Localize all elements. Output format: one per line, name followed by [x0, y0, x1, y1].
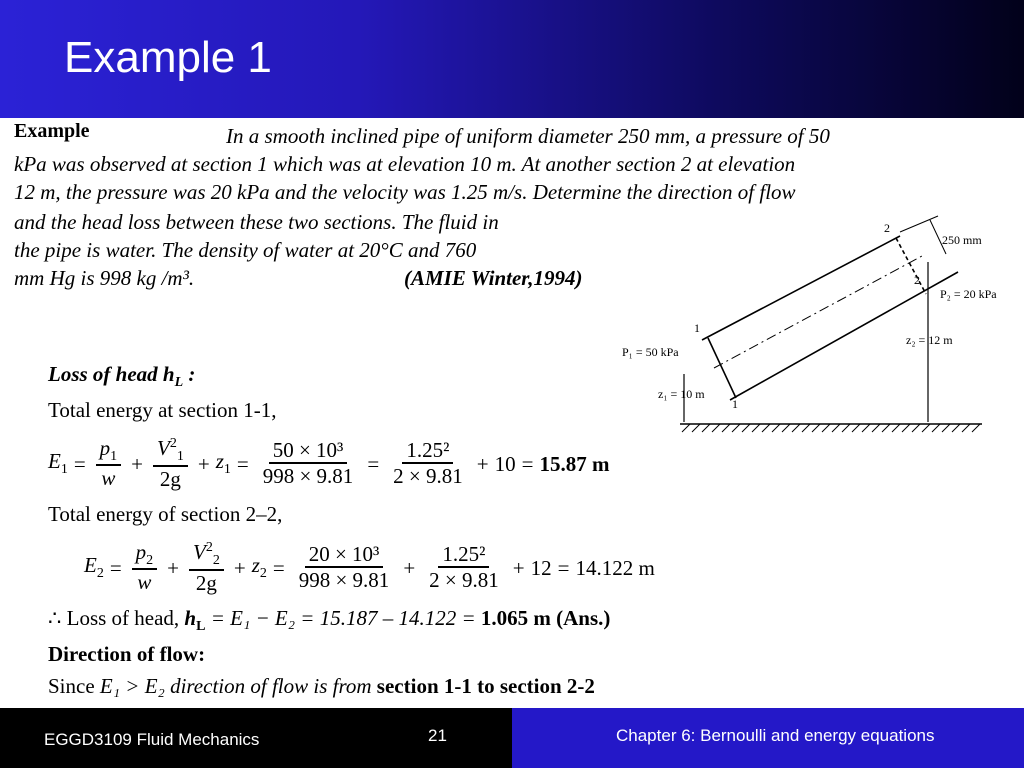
diagram-label-z1: z₁ = 10 m — [658, 387, 705, 401]
problem-line-2: kPa was observed at section 1 which was at elevation 10 m. At another section 2 at elevation — [14, 152, 796, 176]
diagram-label-1-bot: 1 — [732, 397, 738, 411]
diagram-label-p1: P₁ = 50 kPa — [622, 345, 679, 359]
direction-line: Since E₁ > E₂ direction of flow is from section 1-1 to section 2-2 — [48, 674, 595, 698]
diagram-label-2-mid: 2 — [914, 273, 920, 287]
problem-line-6: mm Hg is 998 kg /m³. — [14, 266, 195, 290]
loss-of-head-line: ∴ Loss of head, $h_L = E_1 - E_2 = 15.187 - 14.122 = 1.065$ m (Ans.) — [48, 606, 611, 635]
diagram-label-1-top: 1 — [694, 321, 700, 335]
diagram-label-p2: P₂ = 20 kPa — [940, 287, 997, 301]
loss-heading: Loss of head $h_L$ : — [48, 362, 196, 391]
pipe-upper-wall — [702, 236, 900, 340]
equation-e1: $E_1$ = $\frac{p_1}{w}$ + $\frac{V^2_1}{2g}$ + $z_1$ = $\frac{\text{50 × 10³}}{998 \times 9.81}$ = $\frac{\text{1.25²}}{2 \times 9.81}$ + 10 = 15.87 m — [48, 435, 610, 491]
diagram-label-z2: z₂ = 12 m — [906, 333, 953, 347]
problem-line-5: the pipe is water. The density of water at 20°C and 760 — [14, 238, 477, 262]
footer-course: EGGD3109 Fluid Mechanics — [44, 730, 260, 749]
section-1-line — [708, 338, 736, 398]
footer-page-number: 21 — [428, 726, 447, 745]
footer-chapter: Chapter 6: Bernoulli and energy equations — [616, 726, 935, 745]
diagram-label-250: 250 mm — [942, 233, 982, 247]
footer-left-panel — [0, 708, 512, 768]
example-heading: Example — [14, 120, 90, 142]
slide-header — [0, 0, 1024, 118]
equation-e2: $E_2$ = $\frac{p_2}{w}$ + $\frac{V^2_2}{2g}$ + $z_2$ = $\frac{\text{20 × 10³}}{998 \times 9.81}$ + $\frac{\text{1.25²}}{2 \times 9.81}$ + 12 = 14.122 m — [84, 539, 655, 595]
direction-heading: Direction of flow: — [48, 642, 206, 666]
ground-hatch — [682, 424, 980, 432]
total-energy-1-label: Total energy at section 1-1, — [48, 398, 277, 422]
section-2-line — [896, 238, 926, 294]
slide-content — [0, 118, 1024, 708]
total-energy-2-label: Total energy of section 2–2, — [48, 502, 283, 526]
slide-footer — [0, 708, 1024, 768]
problem-line-1: In a smooth inclined pipe of uniform diameter 250 mm, a pressure of 50 — [226, 124, 830, 148]
problem-line-4: and the head loss between these two sections. The fluid in — [14, 210, 499, 234]
diagram-label-2-top: 2 — [884, 221, 890, 235]
problem-source: (AMIE Winter,1994) — [404, 266, 583, 290]
slide-title: Example 1 — [64, 33, 272, 82]
footer-right-panel — [512, 708, 1024, 768]
inclined-pipe-diagram — [600, 214, 1000, 444]
problem-line-3: 12 m, the pressure was 20 kPa and the velocity was 1.25 m/s. Determine the direction of flow — [14, 180, 796, 204]
